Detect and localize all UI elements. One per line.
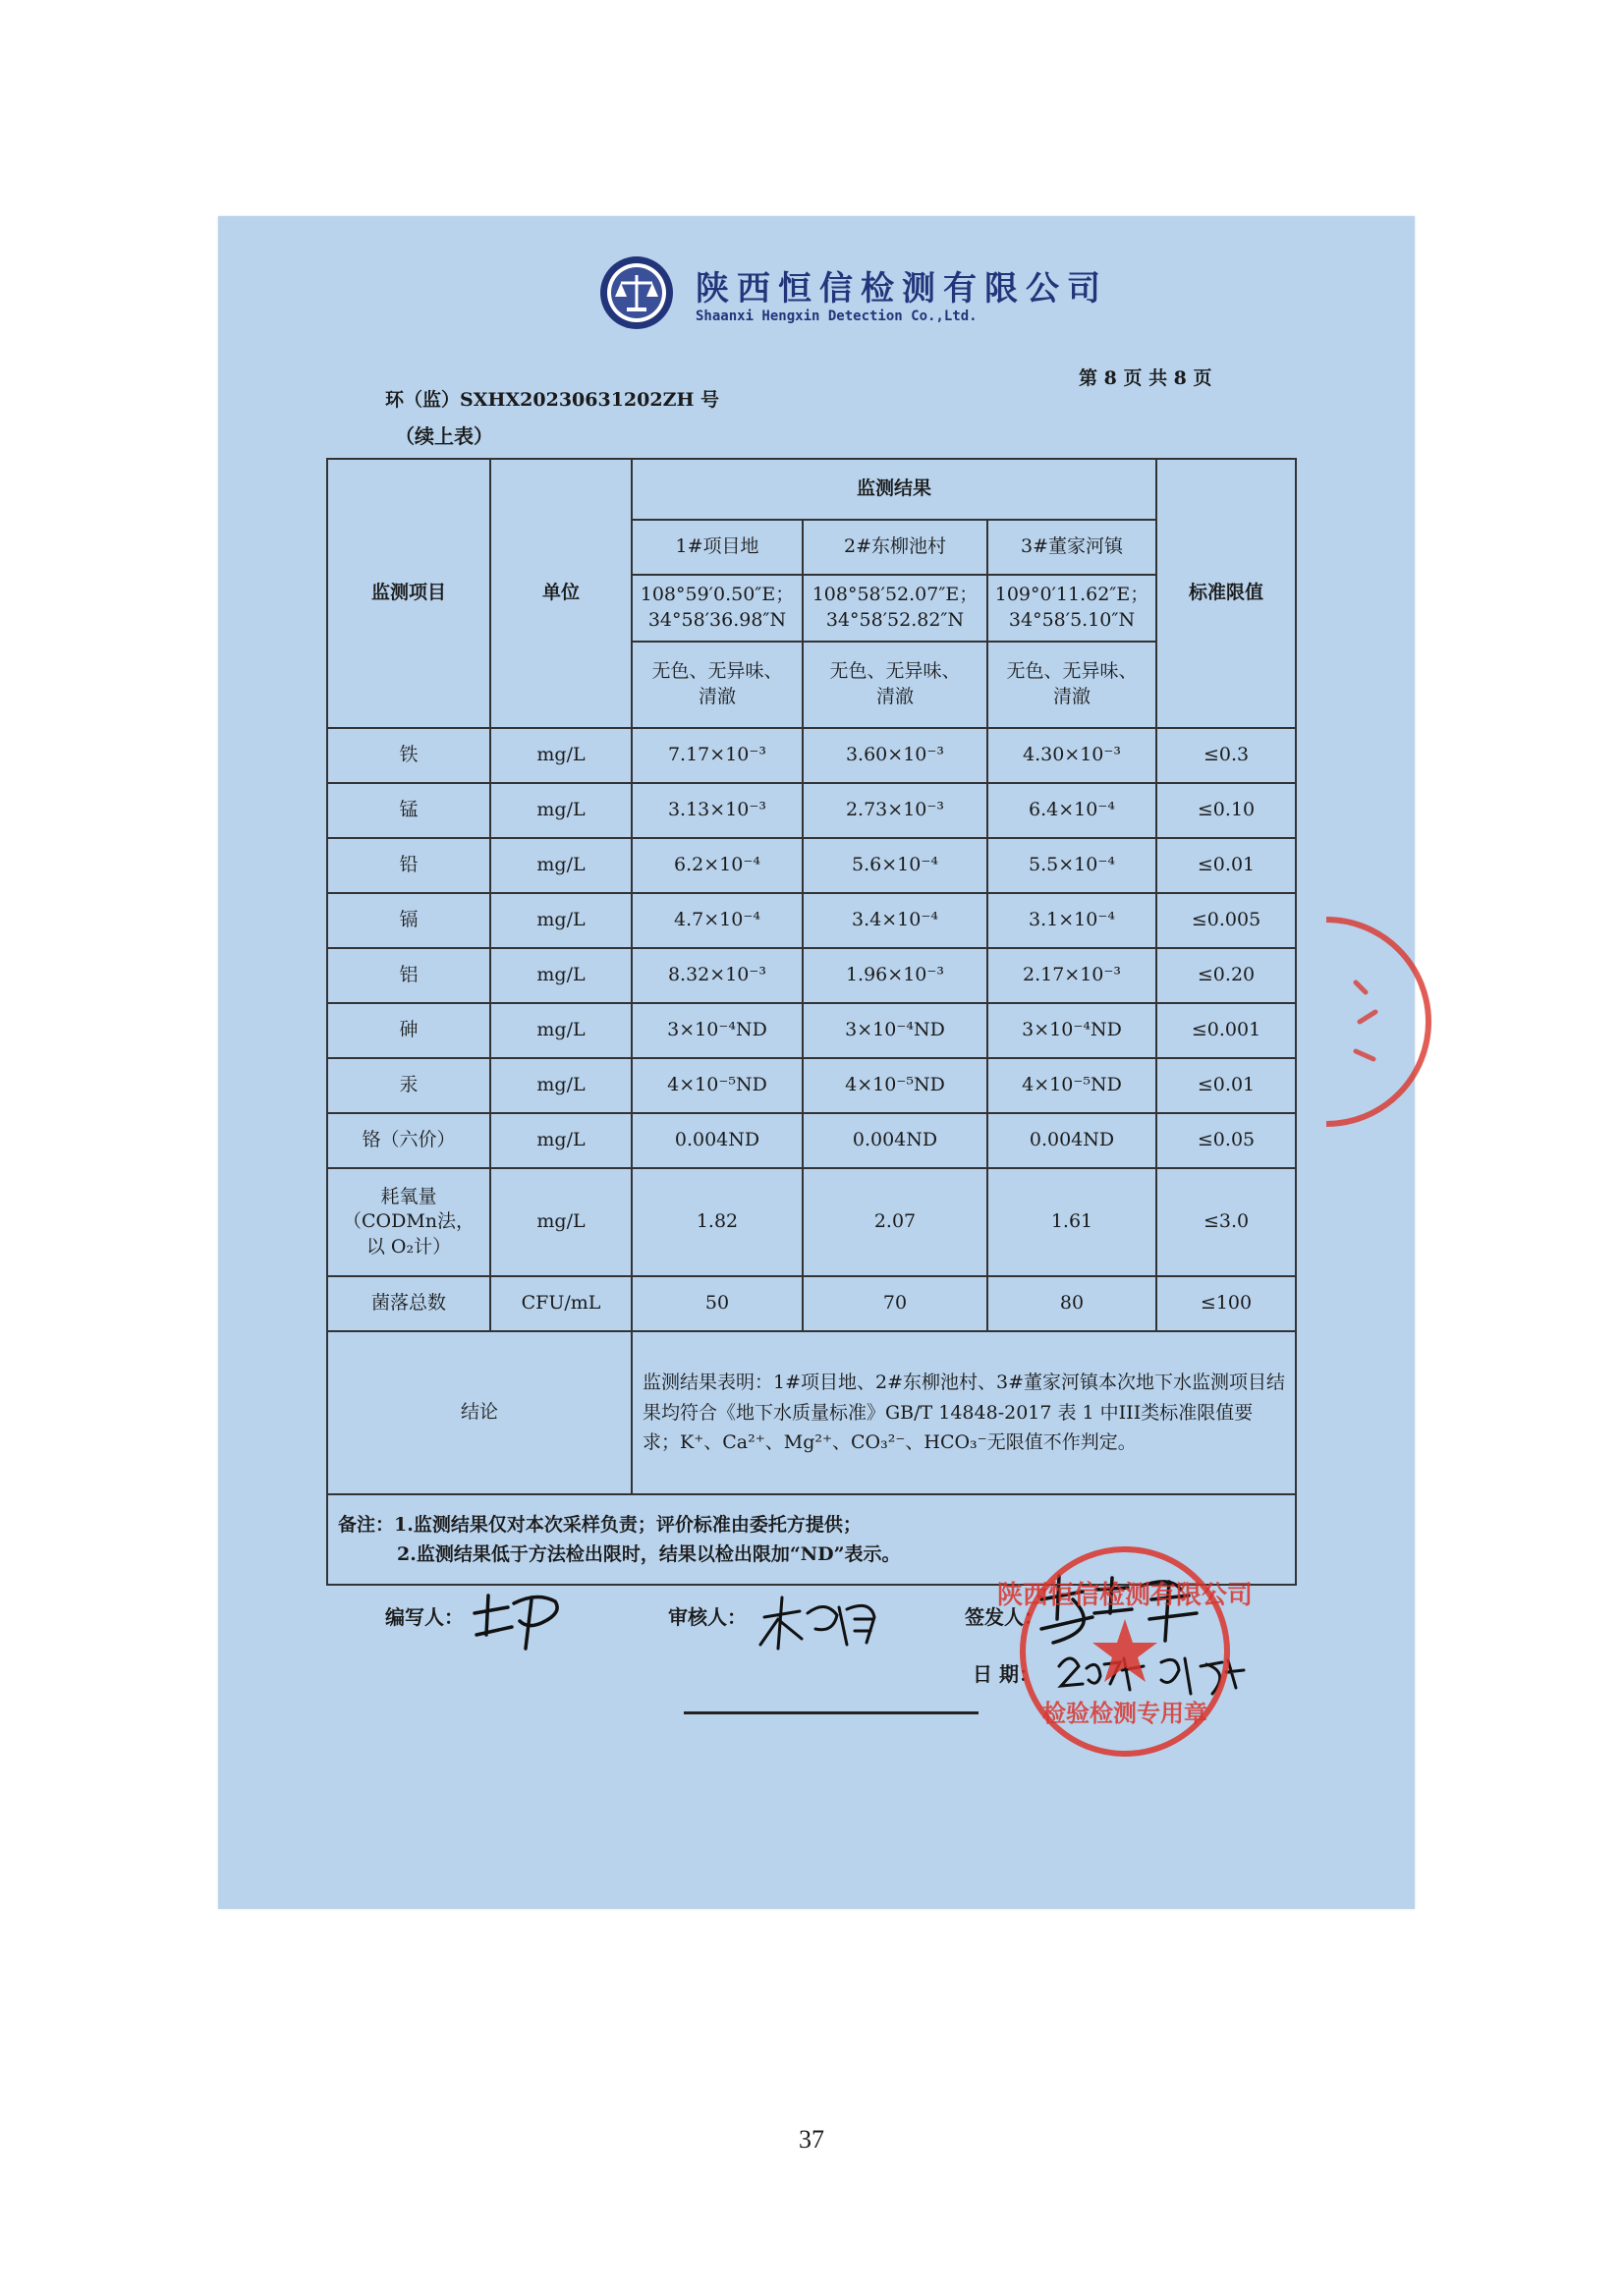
row-item: 菌落总数 — [327, 1276, 490, 1331]
company-logo-icon — [597, 253, 676, 332]
row-value-site1: 7.17×10⁻³ — [632, 728, 803, 783]
header-results: 监测结果 — [632, 459, 1156, 520]
site-appearance: 无色、无异味、 清澈 — [987, 642, 1156, 728]
row-unit: mg/L — [490, 838, 632, 893]
row-limit: ≤0.05 — [1156, 1113, 1296, 1168]
row-value-site2: 0.004ND — [803, 1113, 987, 1168]
row-value-site1: 8.32×10⁻³ — [632, 948, 803, 1003]
table-row — [327, 838, 1296, 893]
row-value-site2: 5.6×10⁻⁴ — [803, 838, 987, 893]
site-coords: 108°58′52.07″E； 34°58′52.82″N — [803, 575, 987, 642]
row-value-site2: 70 — [803, 1276, 987, 1331]
table-row — [327, 1113, 1296, 1168]
table-row — [327, 1276, 1296, 1331]
row-item: 铁 — [327, 728, 490, 783]
row-value-site3: 5.5×10⁻⁴ — [987, 838, 1156, 893]
site-appearance: 无色、无异味、 清澈 — [803, 642, 987, 728]
note-line-2: 2.监测结果低于方法检出限时，结果以检出限加“ND”表示。 — [397, 1543, 901, 1565]
continued-label: （续上表） — [395, 424, 493, 448]
row-limit: ≤3.0 — [1156, 1168, 1296, 1276]
row-item: 铅 — [327, 838, 490, 893]
table-row — [327, 893, 1296, 948]
row-value-site1: 50 — [632, 1276, 803, 1331]
table-row — [327, 1058, 1296, 1113]
row-limit: ≤0.3 — [1156, 728, 1296, 783]
issuer-label: 签发人： — [965, 1605, 1043, 1629]
company-name-cn: 陕西恒信检测有限公司 — [696, 269, 1108, 308]
header-item: 监测项目 — [327, 459, 490, 728]
writer-signature-icon — [469, 1584, 577, 1652]
row-value-site2: 3.4×10⁻⁴ — [803, 893, 987, 948]
site-coords: 108°59′0.50″E； 34°58′36.98″N — [632, 575, 803, 642]
partial-seal-icon — [1316, 914, 1415, 1130]
monitoring-results-table — [326, 458, 1297, 1586]
row-unit: mg/L — [490, 1003, 632, 1058]
row-unit: mg/L — [490, 728, 632, 783]
report-number: 环（监）SXHX20230631202ZH 号 — [385, 389, 720, 411]
row-value-site1: 0.004ND — [632, 1113, 803, 1168]
table-row — [327, 783, 1296, 838]
row-limit: ≤0.005 — [1156, 893, 1296, 948]
page-number: 37 — [799, 2125, 824, 2154]
row-value-site2: 4×10⁻⁵ND — [803, 1058, 987, 1113]
site-coords: 109°0′11.62″E； 34°58′5.10″N — [987, 575, 1156, 642]
row-unit: mg/L — [490, 948, 632, 1003]
row-item: 铝 — [327, 948, 490, 1003]
site-appearance: 无色、无异味、 清澈 — [632, 642, 803, 728]
row-limit: ≤0.01 — [1156, 838, 1296, 893]
row-value-site1: 6.2×10⁻⁴ — [632, 838, 803, 893]
row-unit: mg/L — [490, 1058, 632, 1113]
row-limit: ≤100 — [1156, 1276, 1296, 1331]
site-name: 2#东柳池村 — [803, 520, 987, 575]
row-value-site3: 4.30×10⁻³ — [987, 728, 1156, 783]
row-limit: ≤0.20 — [1156, 948, 1296, 1003]
header-limit: 标准限值 — [1156, 459, 1296, 728]
row-value-site3: 80 — [987, 1276, 1156, 1331]
row-item: 汞 — [327, 1058, 490, 1113]
row-unit: mg/L — [490, 1168, 632, 1276]
row-value-site2: 2.07 — [803, 1168, 987, 1276]
row-item: 锰 — [327, 783, 490, 838]
row-limit: ≤0.01 — [1156, 1058, 1296, 1113]
row-limit: ≤0.001 — [1156, 1003, 1296, 1058]
site-name: 3#董家河镇 — [987, 520, 1156, 575]
row-value-site3: 1.61 — [987, 1168, 1156, 1276]
row-value-site2: 1.96×10⁻³ — [803, 948, 987, 1003]
reviewer-signature-icon — [756, 1590, 904, 1658]
row-value-site1: 3×10⁻⁴ND — [632, 1003, 803, 1058]
seal-bottom-text: 检验检测专用章 — [1042, 1700, 1207, 1727]
row-item: 铬（六价） — [327, 1113, 490, 1168]
row-value-site2: 2.73×10⁻³ — [803, 783, 987, 838]
date-label: 日 期： — [973, 1662, 1038, 1686]
row-value-site2: 3×10⁻⁴ND — [803, 1003, 987, 1058]
note-line-1: 备注：1.监测结果仅对本次采样负责；评价标准由委托方提供； — [338, 1513, 862, 1536]
table-row — [327, 1003, 1296, 1058]
row-unit: mg/L — [490, 893, 632, 948]
row-value-site3: 6.4×10⁻⁴ — [987, 783, 1156, 838]
seal-top-text: 陕西恒信检测有限公司 — [996, 1581, 1254, 1610]
row-value-site3: 3.1×10⁻⁴ — [987, 893, 1156, 948]
row-item: 砷 — [327, 1003, 490, 1058]
row-item: 耗氧量 （CODMn法， 以 O₂计） — [327, 1168, 490, 1276]
reviewer-label: 审核人： — [668, 1605, 747, 1629]
row-value-site1: 3.13×10⁻³ — [632, 783, 803, 838]
row-value-site3: 2.17×10⁻³ — [987, 948, 1156, 1003]
table-row — [327, 1168, 1296, 1276]
row-unit: CFU/mL — [490, 1276, 632, 1331]
row-value-site1: 4×10⁻⁵ND — [632, 1058, 803, 1113]
writer-label: 编写人： — [385, 1605, 464, 1629]
row-item: 镉 — [327, 893, 490, 948]
company-name-en: Shaanxi Hengxin Detection Co.,Ltd. — [696, 308, 978, 324]
site-name: 1#项目地 — [632, 520, 803, 575]
row-limit: ≤0.10 — [1156, 783, 1296, 838]
row-value-site3: 3×10⁻⁴ND — [987, 1003, 1156, 1058]
scanned-report-sheet — [218, 216, 1415, 1909]
signature-underline — [684, 1711, 979, 1714]
row-unit: mg/L — [490, 783, 632, 838]
row-unit: mg/L — [490, 1113, 632, 1168]
row-value-site1: 1.82 — [632, 1168, 803, 1276]
header-unit: 单位 — [490, 459, 632, 728]
row-value-site2: 3.60×10⁻³ — [803, 728, 987, 783]
conclusion-label: 结论 — [327, 1331, 632, 1494]
table-row — [327, 948, 1296, 1003]
table-row — [327, 728, 1296, 783]
page-counter: 第 8 页 共 8 页 — [1079, 367, 1212, 389]
row-value-site3: 4×10⁻⁵ND — [987, 1058, 1156, 1113]
conclusion-text: 监测结果表明：1#项目地、2#东柳池村、3#董家河镇本次地下水监测项目结果均符合《地下水质量标准》GB/T 14848-2017 表 1 中III类标准限值要求；K⁺、Ca²⁺、Mg²⁺、CO₃²⁻、HCO₃⁻无限值不作判定。 — [632, 1331, 1296, 1494]
row-value-site3: 0.004ND — [987, 1113, 1156, 1168]
row-value-site1: 4.7×10⁻⁴ — [632, 893, 803, 948]
